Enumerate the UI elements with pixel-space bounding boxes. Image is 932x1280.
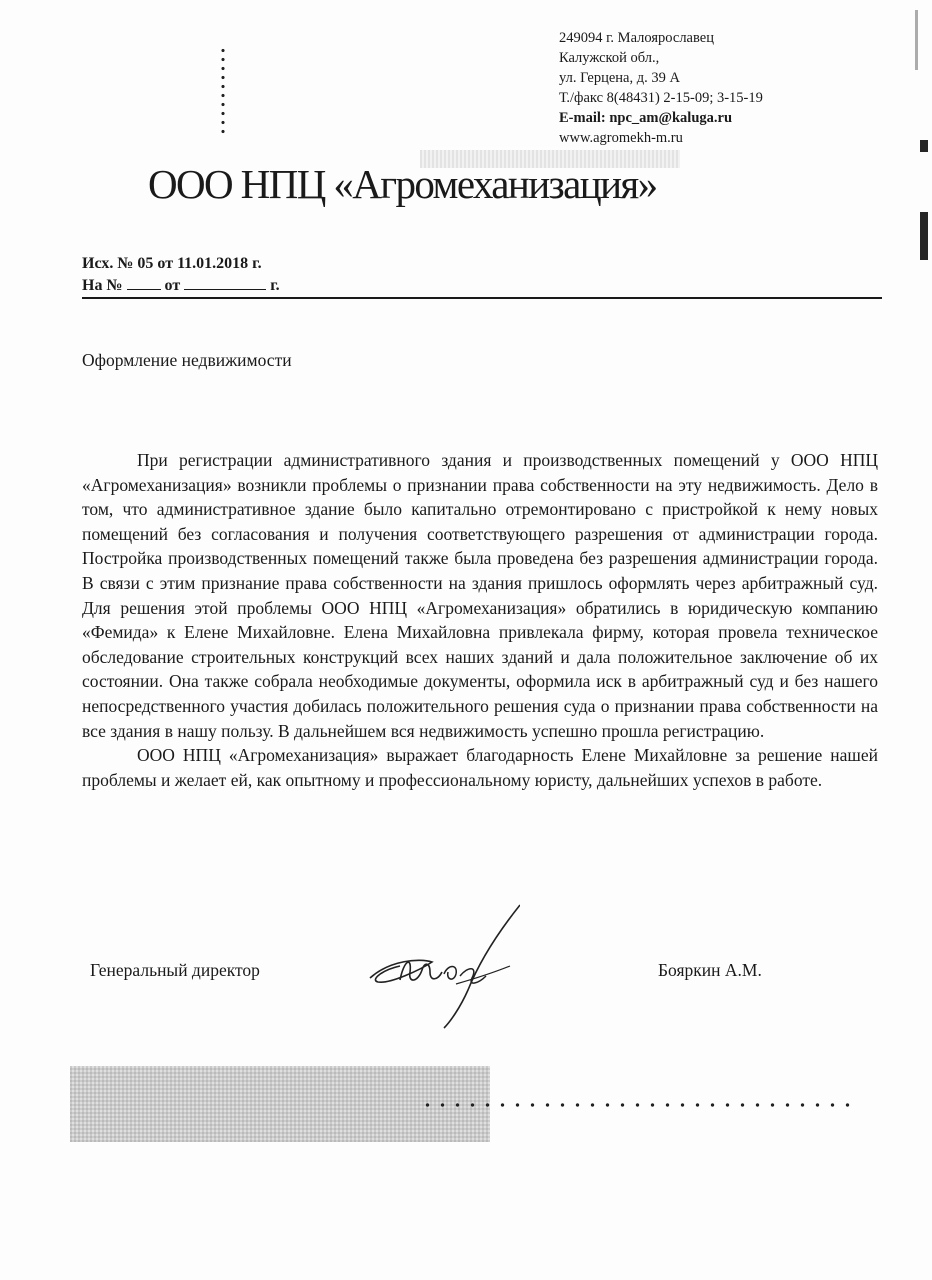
perforation-dots-vertical xyxy=(220,46,226,136)
header-divider xyxy=(82,297,882,299)
body-paragraph-1: При регистрации административного здания и производственных помещений у ООО НПЦ «Агромеханизация» возникли проблемы о признании права собственности на эту недвижимость. Дело в том, что административное здание было капитально отремонтировано с пристройкой к нему новых помещений без согласования и получения соответствующего разрешения от администрации города. Постройка производственных помещений также была проведена без разрешения администрации города. В связи с этим признание права собственности на здания пришлось оформлять через арбитражный суд. Для решения этой проблемы ООО НПЦ «Агромеханизация» обратились в юридическую компанию «Фемида» к Елене Михайловне. Елена Михайловна привлекала фирму, которая провела техническое обследование строительных конструкций всех наших зданий и дала положительное заключение об их состоянии. Она также собрала необходимые документы, оформила иск в арбитражный суд и без нашего непосредственного участия добилась положительного решения суда о признании права собственности на все здания в нашу пользу. В дальнейшем вся недвижимость успешно прошла регистрацию. xyxy=(82,450,878,741)
handwritten-signature xyxy=(360,900,520,1030)
outgoing-reference: Исх. № 05 от 11.01.2018 г. xyxy=(82,255,262,272)
address-region: Калужской обл., xyxy=(559,50,660,66)
letter-subject: Оформление недвижимости xyxy=(82,350,292,370)
incoming-prefix: На № xyxy=(82,277,123,294)
company-address-block xyxy=(559,28,763,148)
letter-body xyxy=(82,448,878,792)
reference-block xyxy=(82,253,280,297)
scan-edge-shadow xyxy=(920,140,928,260)
incoming-number-blank xyxy=(127,275,161,290)
address-phone: Т./факс 8(48431) 2-15-09; 3-15-19 xyxy=(559,90,763,106)
signatory-name: Бояркин А.М. xyxy=(658,960,762,980)
signatory-title: Генеральный директор xyxy=(90,960,260,980)
address-email: E-mail: npc_am@kaluga.ru xyxy=(559,110,733,126)
address-website: www.agromekh-m.ru xyxy=(559,130,683,146)
incoming-suffix: г. xyxy=(270,277,280,294)
address-city: 249094 г. Малоярославец xyxy=(559,30,714,46)
incoming-from: от xyxy=(164,277,181,294)
scan-edge-artifact xyxy=(915,10,918,70)
body-paragraph-2: ООО НПЦ «Агромеханизация» выражает благодарность Елене Михайловне за решение нашей проблемы и желает ей, как опытному и профессиональному юристу, дальнейших успехов в работе. xyxy=(82,745,878,790)
company-letterhead-title: ООО НПЦ «Агромеханизация» xyxy=(148,161,657,207)
incoming-date-blank xyxy=(184,275,266,290)
perforation-dots-horizontal xyxy=(420,1100,850,1110)
incoming-reference xyxy=(82,275,280,297)
address-street: ул. Герцена, д. 39 А xyxy=(559,70,680,86)
